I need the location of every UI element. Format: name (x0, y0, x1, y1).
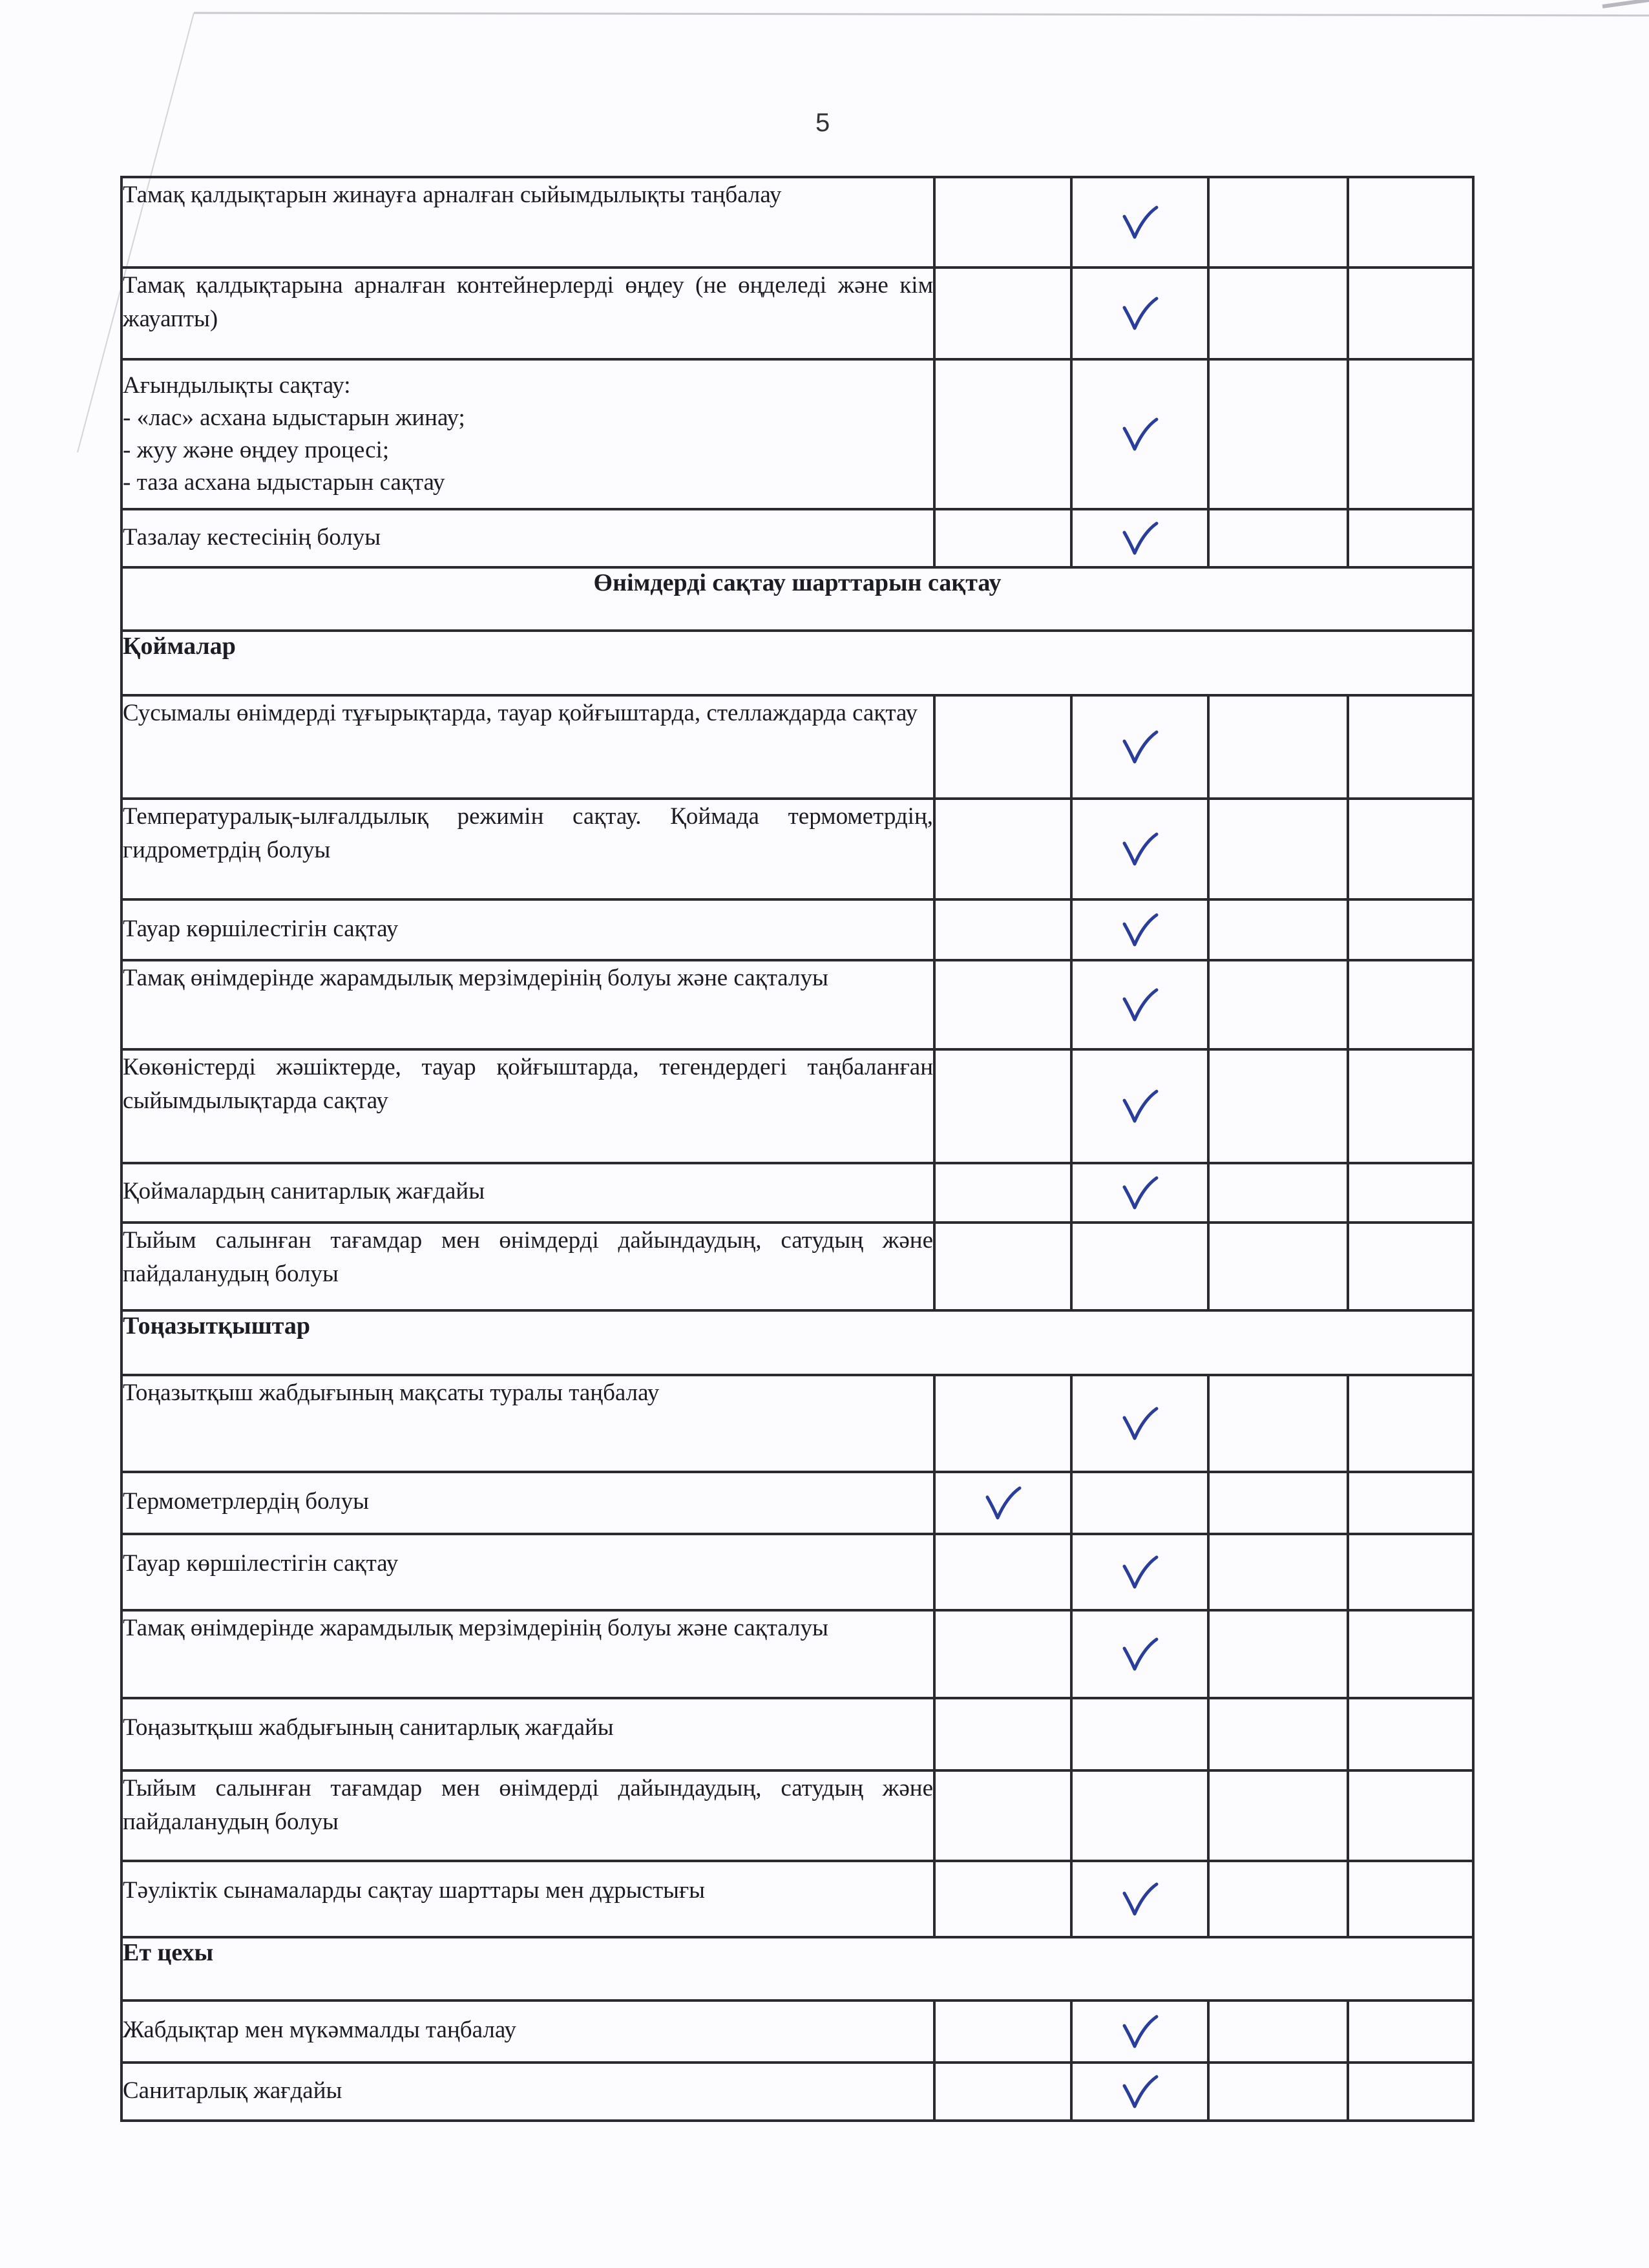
mark-cell-col3 (1208, 1375, 1348, 1472)
mark-cell-col4 (1348, 1770, 1473, 1861)
mark-cell-col4 (1348, 2063, 1473, 2121)
item-line: - жуу және өңдеу процесі; (123, 437, 390, 463)
checklist-row (121, 899, 1473, 960)
item-label: Термометрлердің болуы (121, 1472, 934, 1534)
item-label: Көкөністерді жәшіктерде, тауар қойғыштарда, тегендердегі таңбаланған сыйымдылықтарда сақтау (121, 1049, 934, 1163)
mark-cell-col3 (1208, 509, 1348, 567)
mark-cell-col3 (1208, 1534, 1348, 1610)
mark-cell-col1 (934, 1610, 1071, 1698)
mark-cell-col4 (1348, 1049, 1473, 1163)
checklist-row (121, 268, 1473, 359)
mark-cell-col2 (1071, 359, 1208, 509)
mark-cell-col1 (934, 1861, 1071, 1937)
item-line: Ағындылықты сақтау: (123, 372, 351, 399)
mark-cell-col4 (1348, 1534, 1473, 1610)
mark-cell-col1 (934, 1770, 1071, 1861)
mark-cell-col1 (934, 509, 1071, 567)
mark-cell-col1 (934, 1698, 1071, 1770)
mark-cell-col1 (934, 359, 1071, 509)
checklist-row (121, 509, 1473, 567)
item-label: Тауар көршілестігін сақтау (121, 899, 934, 960)
checklist-row (121, 960, 1473, 1049)
check-mark-icon (1119, 1087, 1161, 1125)
mark-cell-col2 (1071, 960, 1208, 1049)
checklist-row (121, 1472, 1473, 1534)
item-label: Тамақ қалдықтарына арналған контейнерлерді өңдеу (не өңделеді және кім жауапты) (121, 268, 934, 359)
subsection-heading: Тоңазытқыштар (121, 1310, 1473, 1375)
mark-cell-col2 (1071, 695, 1208, 799)
mark-cell-col4 (1348, 1375, 1473, 1472)
check-mark-icon (1119, 728, 1161, 766)
checklist-row (121, 1223, 1473, 1310)
mark-cell-col2 (1071, 1610, 1208, 1698)
item-label: Тыйым салынған тағамдар мен өнімдерді дайындаудың, сатудың және пайдаланудың болуы (121, 1223, 934, 1310)
mark-cell-col4 (1348, 1861, 1473, 1937)
mark-cell-col3 (1208, 1223, 1348, 1310)
item-label: Тамақ қалдықтарын жинауға арналған сыйымдылықты таңбалау (121, 177, 934, 268)
mark-cell-col1 (934, 2000, 1071, 2063)
mark-cell-col3 (1208, 268, 1348, 359)
mark-cell-col4 (1348, 1472, 1473, 1534)
page-number: 5 (815, 109, 830, 137)
checklist-row (121, 1861, 1473, 1937)
mark-cell-col4 (1348, 268, 1473, 359)
subsection-row (121, 1937, 1473, 2000)
mark-cell-col3 (1208, 799, 1348, 899)
subsection-heading: Ет цехы (121, 1937, 1473, 2000)
mark-cell-col2 (1071, 2000, 1208, 2063)
check-mark-icon (1119, 415, 1161, 453)
check-mark-icon (1119, 520, 1161, 557)
mark-cell-col2 (1071, 509, 1208, 567)
mark-cell-col4 (1348, 1223, 1473, 1310)
mark-cell-col1 (934, 1472, 1071, 1534)
mark-cell-col2 (1071, 799, 1208, 899)
mark-cell-col4 (1348, 1698, 1473, 1770)
checklist-row (121, 359, 1473, 509)
mark-cell-col2 (1071, 2063, 1208, 2121)
mark-cell-col3 (1208, 177, 1348, 268)
item-label: Қоймалардың санитарлық жағдайы (121, 1163, 934, 1223)
mark-cell-col2 (1071, 177, 1208, 268)
subsection-heading: Қоймалар (121, 631, 1473, 695)
mark-cell-col3 (1208, 1163, 1348, 1223)
mark-cell-col4 (1348, 359, 1473, 509)
mark-cell-col4 (1348, 899, 1473, 960)
mark-cell-col1 (934, 1375, 1071, 1472)
mark-cell-col2 (1071, 1534, 1208, 1610)
check-mark-icon (1119, 2013, 1161, 2050)
checklist-row (121, 1534, 1473, 1610)
mark-cell-col4 (1348, 177, 1473, 268)
section-heading: Өнімдерді сақтау шарттарын сақтау (121, 567, 1473, 631)
check-mark-icon (1119, 1405, 1161, 1442)
check-mark-icon (1119, 204, 1161, 241)
mark-cell-col1 (934, 960, 1071, 1049)
item-label-multiline (121, 359, 934, 509)
item-label: Тамақ өнімдерінде жарамдылық мерзімдерінің болуы және сақталуы (121, 1610, 934, 1698)
mark-cell-col1 (934, 1223, 1071, 1310)
mark-cell-col1 (934, 1049, 1071, 1163)
mark-cell-col2 (1071, 1861, 1208, 1937)
check-mark-icon (982, 1484, 1024, 1522)
mark-cell-col2 (1071, 899, 1208, 960)
mark-cell-col1 (934, 799, 1071, 899)
mark-cell-col1 (934, 1534, 1071, 1610)
mark-cell-col4 (1348, 1163, 1473, 1223)
checklist-row (121, 799, 1473, 899)
item-label: Тоңазытқыш жабдығының санитарлық жағдайы (121, 1698, 934, 1770)
checklist-row (121, 177, 1473, 268)
mark-cell-col2 (1071, 1049, 1208, 1163)
mark-cell-col3 (1208, 1861, 1348, 1937)
mark-cell-col4 (1348, 1610, 1473, 1698)
inspection-checklist-table (120, 176, 1475, 2122)
item-label: Сусымалы өнімдерді тұғырықтарда, тауар қойғыштарда, стеллаждарда сақтау (121, 695, 934, 799)
checklist-row (121, 1698, 1473, 1770)
item-label: Тыйым салынған тағамдар мен өнімдерді дайындаудың, сатудың және пайдаланудың болуы (121, 1770, 934, 1861)
mark-cell-col2 (1071, 1472, 1208, 1534)
item-label: Температуралық-ылғалдылық режимін сақтау. Қоймада термометрдің, гидрометрдің болуы (121, 799, 934, 899)
mark-cell-col2 (1071, 1698, 1208, 1770)
mark-cell-col1 (934, 1163, 1071, 1223)
checklist-row (121, 2063, 1473, 2121)
checklist-row (121, 1049, 1473, 1163)
check-mark-icon (1119, 295, 1161, 332)
mark-cell-col1 (934, 2063, 1071, 2121)
mark-cell-col3 (1208, 2063, 1348, 2121)
item-label: Тәуліктік сынамаларды сақтау шарттары мен дұрыстығы (121, 1861, 934, 1937)
checklist-row (121, 2000, 1473, 2063)
mark-cell-col3 (1208, 1049, 1348, 1163)
item-line: - таза асхана ыдыстарын сақтау (123, 469, 445, 496)
mark-cell-col4 (1348, 799, 1473, 899)
check-mark-icon (1119, 1174, 1161, 1212)
mark-cell-col2 (1071, 268, 1208, 359)
mark-cell-col1 (934, 177, 1071, 268)
mark-cell-col3 (1208, 1770, 1348, 1861)
check-mark-icon (1119, 911, 1161, 949)
mark-cell-col2 (1071, 1375, 1208, 1472)
checklist-row (121, 1163, 1473, 1223)
item-label: Тазалау кестесінің болуы (121, 509, 934, 567)
mark-cell-col2 (1071, 1770, 1208, 1861)
mark-cell-col3 (1208, 695, 1348, 799)
item-label: Тамақ өнімдерінде жарамдылық мерзімдерінің болуы және сақталуы (121, 960, 934, 1049)
mark-cell-col2 (1071, 1223, 1208, 1310)
mark-cell-col4 (1348, 2000, 1473, 2063)
checklist-row (121, 1610, 1473, 1698)
mark-cell-col1 (934, 695, 1071, 799)
check-mark-icon (1119, 1553, 1161, 1591)
checklist-row (121, 1770, 1473, 1861)
mark-cell-col2 (1071, 1163, 1208, 1223)
mark-cell-col4 (1348, 695, 1473, 799)
subsection-row (121, 631, 1473, 695)
check-mark-icon (1119, 1635, 1161, 1673)
mark-cell-col3 (1208, 960, 1348, 1049)
item-label: Жабдықтар мен мүкәммалды таңбалау (121, 2000, 934, 2063)
check-mark-icon (1119, 1880, 1161, 1918)
check-mark-icon (1119, 830, 1161, 868)
mark-cell-col3 (1208, 1472, 1348, 1534)
check-mark-icon (1119, 2073, 1161, 2110)
subsection-row (121, 1310, 1473, 1375)
item-label: Тауар көршілестігін сақтау (121, 1534, 934, 1610)
mark-cell-col1 (934, 899, 1071, 960)
mark-cell-col4 (1348, 509, 1473, 567)
mark-cell-col3 (1208, 1610, 1348, 1698)
item-label: Тоңазытқыш жабдығының мақсаты туралы таңбалау (121, 1375, 934, 1472)
item-line: - «лас» асхана ыдыстарын жинау; (123, 404, 465, 431)
mark-cell-col3 (1208, 1698, 1348, 1770)
mark-cell-col4 (1348, 960, 1473, 1049)
checklist-row (121, 1375, 1473, 1472)
section-row (121, 567, 1473, 631)
mark-cell-col3 (1208, 359, 1348, 509)
checklist-row (121, 695, 1473, 799)
mark-cell-col1 (934, 268, 1071, 359)
mark-cell-col3 (1208, 2000, 1348, 2063)
mark-cell-col3 (1208, 899, 1348, 960)
item-label: Санитарлық жағдайы (121, 2063, 934, 2121)
check-mark-icon (1119, 986, 1161, 1024)
